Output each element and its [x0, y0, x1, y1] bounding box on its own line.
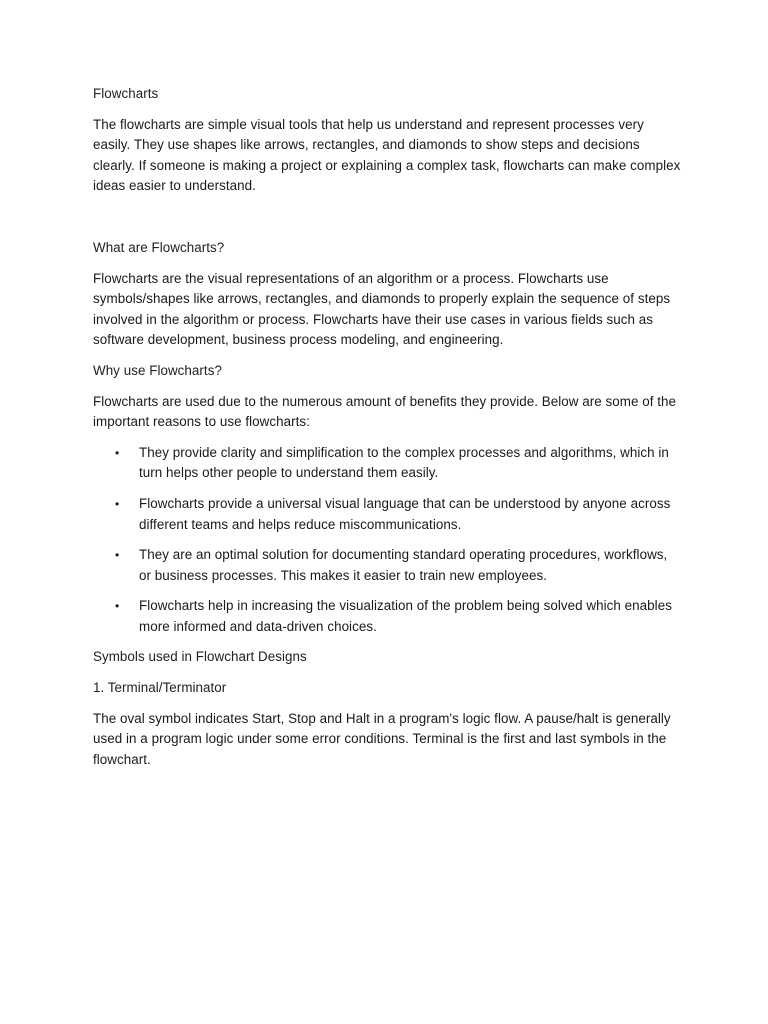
reasons-list — [93, 443, 683, 638]
document-page — [93, 84, 683, 780]
list-item-text: Flowcharts provide a universal visual language that can be understood by anyone across different teams and helps reduce miscommunications. — [139, 495, 671, 532]
list-item — [93, 545, 683, 586]
list-item — [93, 494, 683, 535]
terminal-heading: 1. Terminal/Terminator — [93, 680, 227, 696]
why-heading: Why use Flowcharts? — [93, 362, 222, 378]
intro-paragraph: The flowcharts are simple visual tools that help us understand and represent processes very easily. They use shapes like arrows, rectangles, and diamonds to show steps and decisions clearly. If someone is making a project or explaining a complex task, flowcharts can make complex ideas easier to understand. — [93, 116, 681, 194]
symbols-heading: Symbols used in Flowchart Designs — [93, 649, 307, 665]
document-title: Flowcharts — [93, 86, 159, 101]
terminal-paragraph: The oval symbol indicates Start, Stop and Halt in a program's logic flow. A pause/halt is generally used in a program logic under some error conditions. Terminal is the first and last symbols in the flowchart. — [93, 710, 671, 767]
list-item-text: They are an optimal solution for documenting standard operating procedures, workflows, or business processes. This makes it easier to train new employees. — [139, 547, 668, 583]
what-paragraph: Flowcharts are the visual representations of an algorithm or a process. Flowcharts use symbols/shapes like arrows, rectangles, and diamonds to properly explain the sequence of steps involved in the algorithm or process. Flowcharts have their use cases in various fields such as software development, business process modeling, and engineering. — [93, 270, 671, 348]
what-heading: What are Flowcharts? — [93, 239, 225, 255]
why-paragraph: Flowcharts are used due to the numerous amount of benefits they provide. Below are some of the important reasons to use flowcharts: — [93, 393, 677, 430]
list-item-text: Flowcharts help in increasing the visualization of the problem being solved which enables more informed and data-driven choices. — [139, 598, 672, 634]
list-item-text: They provide clarity and simplification to the complex processes and algorithms, which in turn helps other people to understand them easily. — [139, 444, 669, 481]
bullet-icon: • — [115, 445, 120, 460]
bullet-icon: • — [115, 496, 120, 511]
spacer — [93, 207, 683, 238]
bullet-icon: • — [115, 548, 120, 563]
bullet-icon: • — [115, 599, 120, 614]
list-item — [93, 596, 683, 637]
list-item — [93, 443, 683, 484]
